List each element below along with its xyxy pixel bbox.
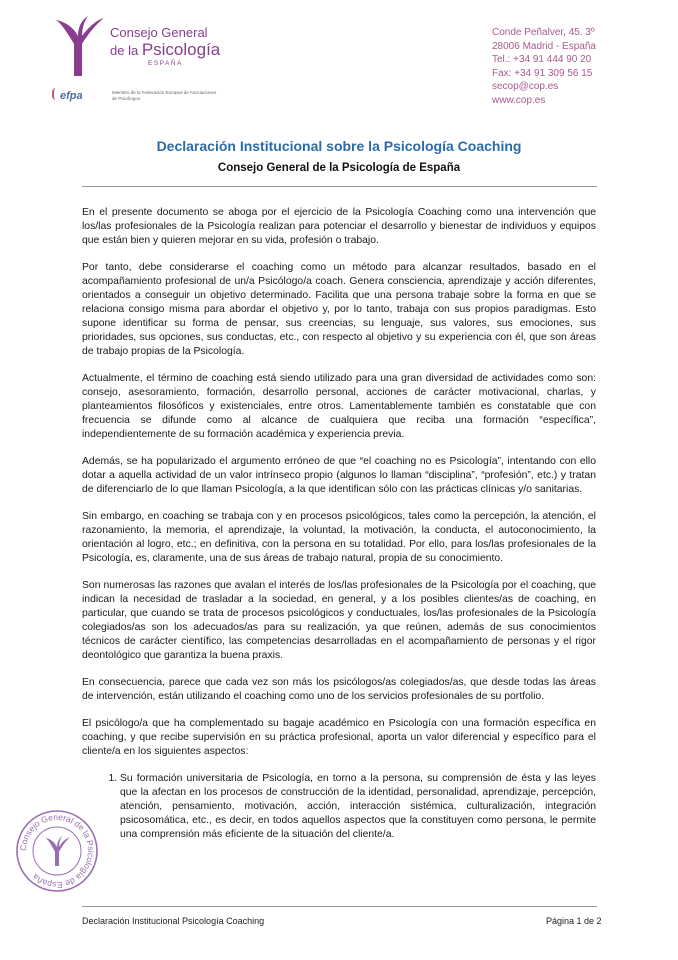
paragraph: En consecuencia, parece que cada vez son más los psicólogos/as colegiados/as, que desde todas las áreas de intervención, están utilizando el coaching como uno de los servicios profesionales de su portfolio.	[82, 677, 596, 702]
contact-address: Conde Peñalver, 45. 3º	[492, 27, 595, 38]
footer-page-number: Página 1 de 2	[546, 916, 602, 926]
header-divider	[82, 186, 597, 187]
efpa-description: Miembro de la Federación Europea de Asociaciones de Psicólogos	[112, 90, 217, 101]
contact-phone: Tel.: +34 91 444 90 20	[492, 54, 592, 66]
stamp-ring-text: Consejo General de la Psicología de España	[17, 811, 97, 891]
footer-divider	[82, 906, 597, 907]
footer-document-name: Declaración Institucional Psicología Coaching	[82, 916, 265, 926]
logo-line1: Consejo General	[110, 25, 208, 40]
cop-stamp	[14, 808, 100, 894]
paragraph: Actualmente, el término de coaching está siendo utilizado para una gran diversidad de actividades como son: consejo, asesoramiento, formación, desarrollo personal, acciones de carácter motivacional, charlas, y planteamientos filosóficos y existenciales, entre otros. Lamentablemente también es constatable que con frecuencia se difunde como al alcance de cualquiera que reciba una formación “específica”, independientemente de su formación académica y experiencia previa.	[82, 373, 596, 440]
contact-website[interactable]: www.cop.es	[492, 94, 546, 106]
paragraph: Son numerosas las razones que avalan el interés de los/las profesionales de la Psicología por el coaching, que indican la necesidad de trasladar a la sociedad, en general, y a los posibles clientes/as de coaching, en particular, que cuando se trata de procesos psicológicos y conductuales, los/las profesionales de la Psicología colegiados/as son los adecuados/as para su realización, ya que reúnen, además de sus conocimientos técnicos de carácter científico, las competencias desarrolladas en el acompañamiento de personas y el rigor deontológico que garantiza la buena praxis.	[82, 580, 596, 661]
document-title: Declaración Institucional sobre la Psicología Coaching	[156, 138, 522, 154]
paragraph: Además, se ha popularizado el argumento erróneo de que “el coaching no es Psicología”, intentando con ello dotar a aquella actividad de un valor intrínseco propio (algunos lo llaman “disciplina”, “profesión”, etc.) y tratan de diferenciarlo de lo que llaman Psicología, a la que identifican sólo con las prácticas clínicas y/o sanitarias.	[82, 456, 596, 495]
contact-fax: Fax: +34 91 309 56 15	[492, 67, 593, 79]
paragraph: Sin embargo, en coaching se trabaja con y en procesos psicológicos, tales como la percepción, la atención, el razonamiento, la memoria, el aprendizaje, la voluntad, la motivación, la conducta, el autoconocimiento, la orientación al logro, etc.; en definitiva, con la persona en su totalidad. Por ello, para los/las profesionales de la Psicología, es, claramente, una de sus áreas de trabajo natural, propia de su conocimiento.	[82, 511, 596, 564]
logo-line2-word: Psicología	[141, 40, 221, 59]
paragraph: En el presente documento se aboga por el ejercicio de la Psicología Coaching como una intervención que los/las profesionales de la Psicología realizan para potenciar el desarrollo y bienestar de individuos y equipos que están bien y quieren mejorar en su vida, profesión o trabajo.	[82, 207, 596, 246]
document-subtitle: Consejo General de la Psicología de España	[217, 162, 461, 174]
logo-line3: ESPAÑA	[148, 60, 183, 67]
efpa-logo: efpa	[60, 90, 83, 102]
cop-logo	[52, 14, 222, 84]
contact-email[interactable]: secop@cop.es	[492, 81, 559, 93]
contact-block	[492, 26, 596, 108]
paragraph: Por tanto, debe considerarse el coaching como un método para alcanzar resultados, basado en el acompañamiento profesional de un/a Psicólogo/a coach. Genera consciencia, aprendizaje y acción diferentes, orientados a conseguir un objetivo determinado. Facilita que una persona trabaje sobre la forma en que se relaciona consigo misma para abordar el objetivo y, por lo tanto, trabaja con sus propios paradigmas. Esto supone identificar su forma de pensar, sus creencias, su lenguaje, sus valores, sus emociones, sus prioridades, sus opciones, sus conductas, etc., con respecto al objetivo y su experiencia con él, que son áreas de trabajo propias de la Psicología.	[82, 262, 596, 357]
contact-city: 28006 Madrid - España	[492, 40, 596, 52]
logo-text	[110, 26, 220, 68]
document-body	[82, 206, 596, 842]
stamp-icon	[14, 808, 100, 894]
aspects-list	[82, 772, 596, 842]
logo-line2	[110, 41, 220, 58]
logo-line2-prefix: de la	[110, 43, 142, 58]
paragraph: El psicólogo/a que ha complementado su bagaje académico en Psicología con una formación específica en coaching, y que recibe supervisión en su práctica profesional, aporta un valor diferencial y específico para el cliente/a en los siguientes aspectos:	[82, 718, 596, 757]
psi-logo-icon	[52, 14, 112, 84]
list-item: 1. Su formación universitaria de Psicología, en torno a la persona, su comprensión de ésta y las leyes que la afectan en los procesos de construcción de la identidad, personalidad, aprendizaje, percepción, atención, pensamiento, motivación, acción, interacción sistémica, culturalización, integración psicosomática, etc., es decir, en todos aquellos aspectos que la constituyen como persona, le permite una comprensión más eficiente de la situación del cliente/a.	[120, 772, 596, 842]
